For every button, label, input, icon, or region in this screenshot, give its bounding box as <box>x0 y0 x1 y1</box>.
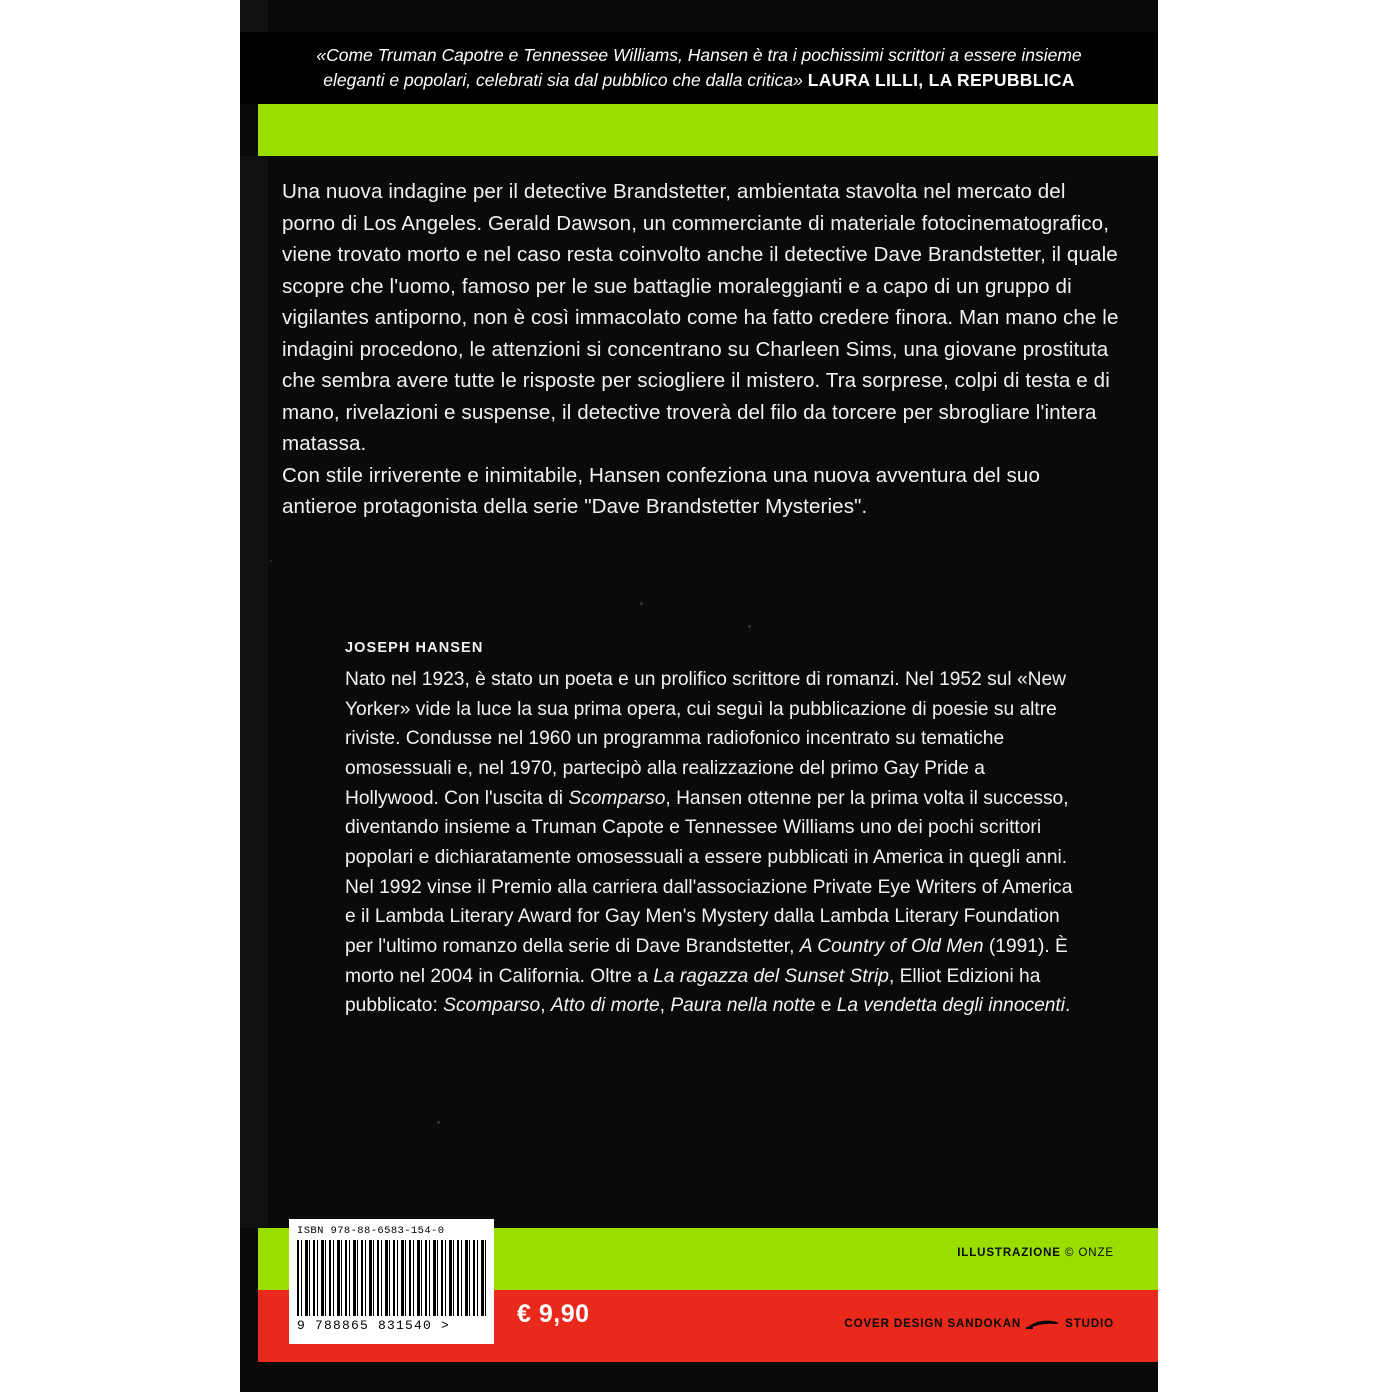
bio-segment: , Elliot Edizioni ha pubblicato: <box>345 965 1041 1017</box>
author-name: JOSEPH HANSEN <box>345 640 484 656</box>
illustration-credit-label: ILLUSTRAZIONE <box>957 1247 1065 1259</box>
cover-left-edge-strip <box>240 0 268 1392</box>
bio-book-title: Atto di morte <box>550 995 660 1017</box>
bio-segment: , <box>540 995 551 1017</box>
back-cover-blurb <box>282 176 1120 523</box>
author-bio-block <box>345 640 1075 1021</box>
review-quote-band <box>240 32 1158 104</box>
review-quote-body: «Come Truman Capotre e Tennessee Williams, Hansen è tra i pochissimi scrittori a essere insieme eleganti e popolari, celebrati sia dal pubblico che dalla critica» <box>316 45 1082 90</box>
book-back-cover <box>240 0 1158 1392</box>
barcode-block <box>289 1219 494 1344</box>
author-bio-text <box>345 665 1075 1021</box>
illustration-credit-value: © ONZE <box>1064 1247 1114 1259</box>
sword-icon <box>1026 1319 1060 1331</box>
bio-book-title: La ragazza del Sunset Strip <box>653 965 889 987</box>
bottom-black-foot <box>240 1362 1158 1392</box>
speck-decoration <box>270 560 272 562</box>
barcode-digits: 9 788865 831540 > <box>297 1318 451 1333</box>
illustration-credit <box>957 1247 1114 1259</box>
bio-segment: (1991). È morto nel 2004 in California. Oltre a <box>345 935 1068 987</box>
blurb-paragraph-1: Una nuova indagine per il detective Brandstetter, ambientata stavolta nel mercato del porno di Los Angeles. Gerald Dawson, un commerciante di materiale fotocinematografico, viene trovato morto e nel caso resta coinvolto anche il detective Dave Brandstetter, il quale scopre che l'uomo, famoso per le sue battaglie moraleggianti e a capo di un gruppo di vigilantes antiporno, non è così immacolato come ha fatto credere finora. Man mano che le indagini procedono, le attenzioni si concentrano su Charleen Sims, una giovane prostituta che sembra avere tutte le risposte per sciogliere il mistero. Tra sorprese, colpi di testa e di mano, rivelazioni e suspense, il detective troverà del filo da torcere per sbrogliare l'intera matassa. <box>282 180 1119 455</box>
bio-segment: e <box>815 995 837 1017</box>
bio-book-title: Scomparso <box>568 787 666 809</box>
blurb-paragraph-2: Con stile irriverente e inimitabile, Hansen confeziona una nuova avventura del suo antieroe protagonista della serie "Dave Brandstetter Mysteries". <box>282 463 1041 518</box>
speck-decoration <box>437 1121 440 1124</box>
bio-segment: Nato nel 1923, è stato un poeta e un prolifico scrittore di romanzi. Nel 1952 sul «New Yorker» vide la luce la sua prima opera, cui seguì la pubblicazione di poesie su altre riviste. Condusse nel 1960 un programma radiofonico incentrato su tematiche omosessuali e, nel 1970, partecipò alla realizzazione del primo Gay Pride a Hollywood. Con l'uscita di <box>345 669 1067 809</box>
bio-book-title: Scomparso <box>443 995 541 1017</box>
price-label: € 9,90 <box>517 1300 590 1328</box>
bio-book-title: La vendetta degli innocenti <box>836 995 1066 1017</box>
speck-decoration <box>640 602 643 605</box>
bio-book-title: A Country of Old Men <box>799 935 984 957</box>
speck-decoration <box>748 625 751 628</box>
bottom-red-left-notch <box>240 1290 258 1362</box>
barcode-bars-icon <box>297 1240 486 1316</box>
cover-design-credit-label: COVER DESIGN SANDOKAN <box>844 1318 1022 1330</box>
bio-segment: . <box>1065 995 1071 1017</box>
cover-design-studio-label: STUDIO <box>1065 1318 1114 1330</box>
review-quote-source: LAURA LILLI, LA REPUBBLICA <box>807 70 1075 90</box>
bio-segment: , Hansen ottenne per la prima volta il successo, diventando insieme a Truman Capote e Tennessee Williams uno dei pochi scrittori popolari e dichiaratamente omosessuali a essere pubblicati in America in quegli anni. Nel 1992 vinse il Premio alla carriera dall'associazione Private Eye Writers of America e il Lambda Literary Award for Gay Men's Mystery dalla Lambda Literary Foundation per l'ultimo romanzo della serie di Dave Brandstetter, <box>345 787 1073 957</box>
top-green-band-notch <box>240 104 258 156</box>
cover-design-credit <box>844 1318 1114 1330</box>
review-quote-text <box>269 43 1129 93</box>
isbn-label: ISBN 978-88-6583-154-0 <box>297 1225 445 1237</box>
top-green-band <box>240 104 1158 156</box>
bio-book-title: Paura nella notte <box>670 995 816 1017</box>
bio-segment: , <box>659 995 671 1017</box>
bottom-green-left-notch <box>240 1228 258 1290</box>
